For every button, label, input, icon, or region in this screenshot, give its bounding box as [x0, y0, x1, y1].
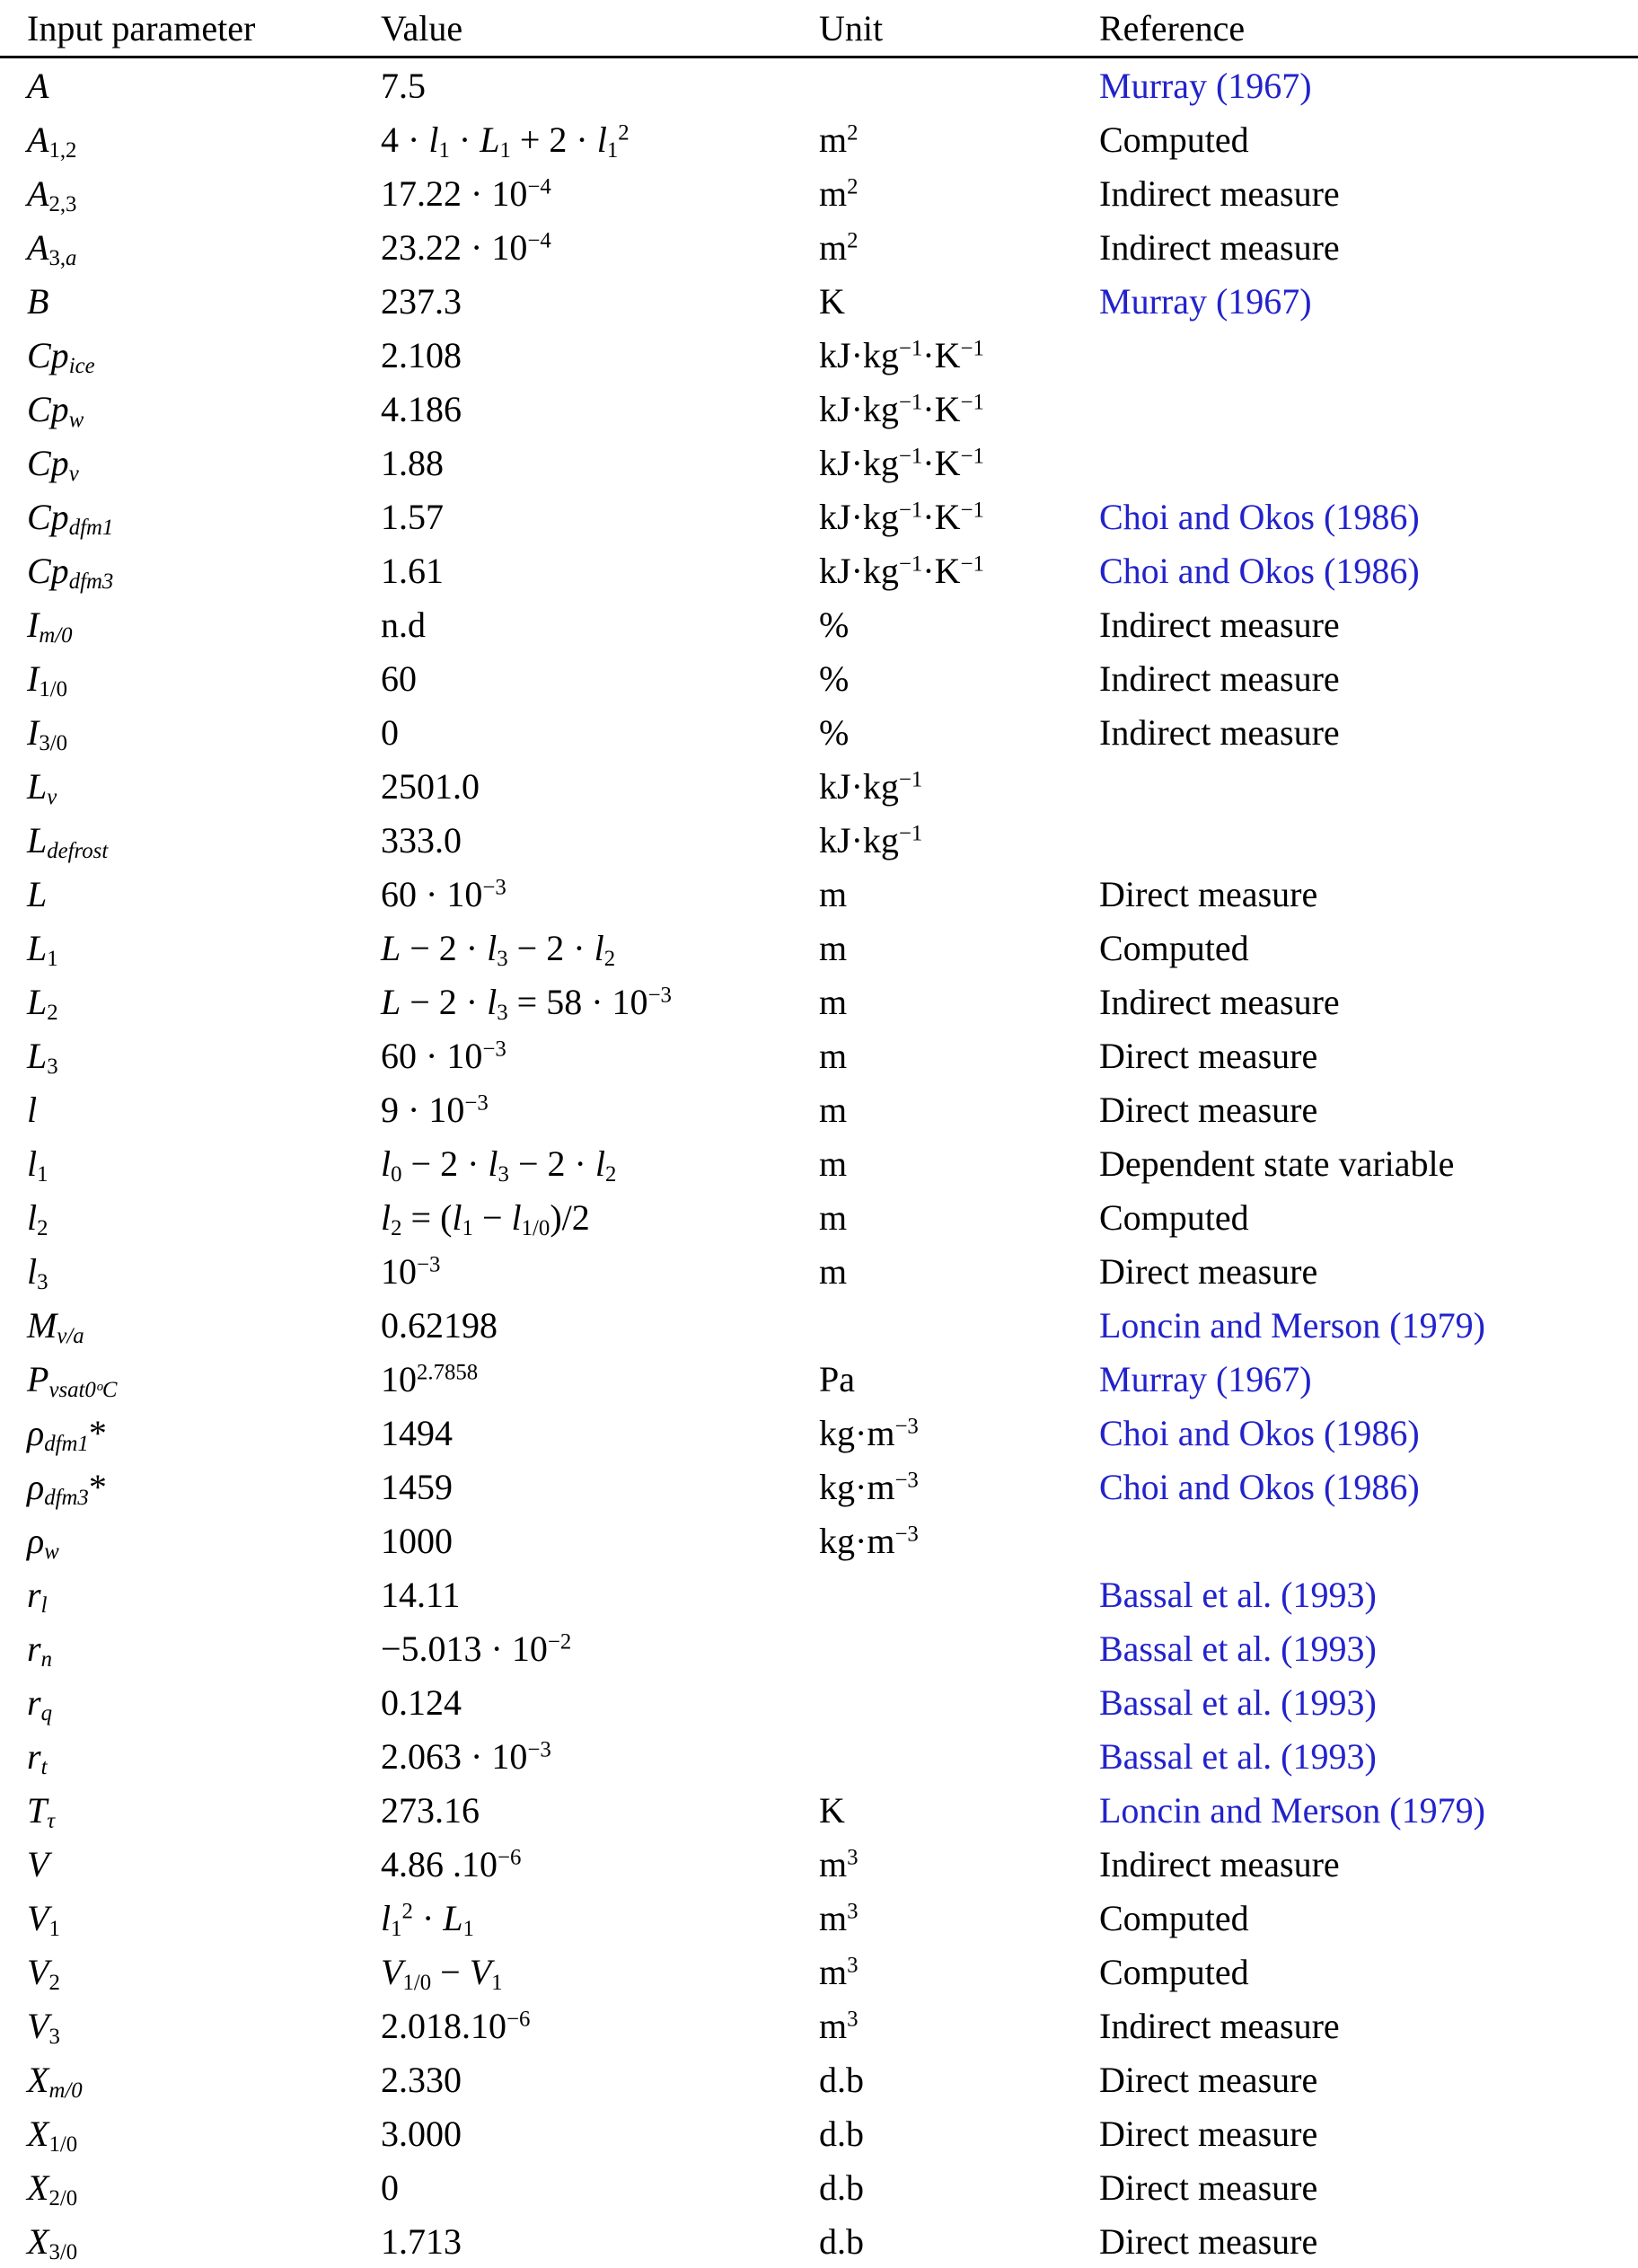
value-cell: $V_{1/0} - V_1$ [381, 1945, 819, 1999]
table-row [0, 328, 1638, 382]
unit-cell: m [819, 1136, 1099, 1190]
param-cell: $Cp_{dfm3}$ [0, 543, 381, 597]
reference-cell: Indirect measure [1099, 166, 1638, 220]
param-cell: $\rho_w$ [0, 1513, 381, 1567]
param-cell: $\rho_{dfm1}*$ [0, 1406, 381, 1460]
unit-cell: $kJ\cdot kg^{-1}$ [819, 813, 1099, 867]
param-cell: $I_{1/0}$ [0, 651, 381, 705]
citation-link[interactable]: Choi and Okos (1986) [1099, 1413, 1420, 1453]
citation-link[interactable]: Choi and Okos (1986) [1099, 1467, 1420, 1507]
unit-cell: $kg\cdot m^{-3}$ [819, 1513, 1099, 1567]
value-cell: $60 \cdot 10^{-3}$ [381, 1028, 819, 1082]
table-row [0, 1837, 1638, 1891]
unit-cell: m [819, 1028, 1099, 1082]
citation-link[interactable]: Choi and Okos (1986) [1099, 551, 1420, 591]
reference-cell [1099, 1729, 1638, 1783]
table-row [0, 220, 1638, 274]
value-cell: 2.108 [381, 328, 819, 382]
citation-link[interactable]: Loncin and Merson (1979) [1099, 1305, 1485, 1346]
column-header-reference: Reference [1099, 0, 1638, 57]
table-row [0, 1082, 1638, 1136]
reference-cell: Indirect measure [1099, 1999, 1638, 2052]
unit-cell: $kJ\cdot kg^{-1}\cdot K^{-1}$ [819, 436, 1099, 490]
value-cell: 237.3 [381, 274, 819, 328]
reference-cell [1099, 1406, 1638, 1460]
table-row [0, 436, 1638, 490]
table-row [0, 1621, 1638, 1675]
reference-cell [1099, 1783, 1638, 1837]
value-cell: 1.61 [381, 543, 819, 597]
unit-cell: $kJ\cdot kg^{-1}\cdot K^{-1}$ [819, 382, 1099, 436]
reference-cell: Direct measure [1099, 2052, 1638, 2106]
unit-cell: $m^3$ [819, 1837, 1099, 1891]
unit-cell: $kJ\cdot kg^{-1}\cdot K^{-1}$ [819, 490, 1099, 543]
value-cell: $l_0 - 2 \cdot l_3 - 2 \cdot l_2$ [381, 1136, 819, 1190]
reference-cell [1099, 1460, 1638, 1513]
table-row [0, 597, 1638, 651]
table-row [0, 867, 1638, 921]
reference-cell [1099, 57, 1638, 113]
reference-cell: Indirect measure [1099, 1837, 1638, 1891]
unit-cell [819, 57, 1099, 113]
unit-cell [819, 1675, 1099, 1729]
value-cell: 2501.0 [381, 759, 819, 813]
reference-cell [1099, 1513, 1638, 1567]
param-cell: $Cp_{ice}$ [0, 328, 381, 382]
param-cell: $\rho_{dfm3}*$ [0, 1460, 381, 1513]
citation-link[interactable]: Murray (1967) [1099, 1359, 1312, 1399]
unit-cell: d.b [819, 2214, 1099, 2268]
value-cell: 333.0 [381, 813, 819, 867]
param-cell: $r_t$ [0, 1729, 381, 1783]
value-cell: 14.11 [381, 1567, 819, 1621]
table-row [0, 274, 1638, 328]
value-cell: 4.186 [381, 382, 819, 436]
param-cell: $P_{vsat0ᵒC}$ [0, 1352, 381, 1406]
unit-cell: K [819, 1783, 1099, 1837]
param-cell: $L_3$ [0, 1028, 381, 1082]
table-row [0, 1675, 1638, 1729]
reference-cell: Direct measure [1099, 1028, 1638, 1082]
reference-cell: Indirect measure [1099, 975, 1638, 1028]
value-cell: $2.018.10^{-6}$ [381, 1999, 819, 2052]
param-cell: $L_{defrost}$ [0, 813, 381, 867]
value-cell: $-5.013 \cdot 10^{-2}$ [381, 1621, 819, 1675]
param-cell: $V_1$ [0, 1891, 381, 1945]
reference-cell: Direct measure [1099, 2106, 1638, 2160]
param-cell: $X_{3/0}$ [0, 2214, 381, 2268]
table-row [0, 975, 1638, 1028]
value-cell: n.d [381, 597, 819, 651]
header-row [0, 0, 1638, 57]
reference-cell [1099, 274, 1638, 328]
value-cell: $L - 2 \cdot l_3 = 58 \cdot 10^{-3}$ [381, 975, 819, 1028]
table-row [0, 651, 1638, 705]
param-cell: $L_v$ [0, 759, 381, 813]
param-cell: $Cp_w$ [0, 382, 381, 436]
unit-cell: % [819, 651, 1099, 705]
unit-cell: $kg\cdot m^{-3}$ [819, 1460, 1099, 1513]
unit-cell [819, 1567, 1099, 1621]
reference-cell: Direct measure [1099, 867, 1638, 921]
value-cell: 7.5 [381, 57, 819, 113]
table-row [0, 166, 1638, 220]
table-row [0, 813, 1638, 867]
reference-cell: Direct measure [1099, 2214, 1638, 2268]
param-cell: L [0, 867, 381, 921]
reference-cell [1099, 813, 1638, 867]
reference-cell [1099, 436, 1638, 490]
value-cell: 0.62198 [381, 1298, 819, 1352]
reference-cell: Direct measure [1099, 1244, 1638, 1298]
param-cell: $l_3$ [0, 1244, 381, 1298]
column-header-value: Value [381, 0, 819, 57]
reference-cell [1099, 1298, 1638, 1352]
value-cell: 4.86 $.10^{-6}$ [381, 1837, 819, 1891]
param-cell: $M_{v/a}$ [0, 1298, 381, 1352]
table-row [0, 382, 1638, 436]
reference-cell [1099, 1352, 1638, 1406]
value-cell: $l_2 = (l_1 - l_{1/0})/2$ [381, 1190, 819, 1244]
value-cell: $17.22 \cdot 10^{-4}$ [381, 166, 819, 220]
reference-cell [1099, 1675, 1638, 1729]
param-cell: $L_1$ [0, 921, 381, 975]
unit-cell: m [819, 1244, 1099, 1298]
value-cell: $60 \cdot 10^{-3}$ [381, 867, 819, 921]
value-cell: 0 [381, 2160, 819, 2214]
value-cell: 3.000 [381, 2106, 819, 2160]
value-cell: 60 [381, 651, 819, 705]
unit-cell: % [819, 705, 1099, 759]
param-cell: $V_2$ [0, 1945, 381, 1999]
citation-link[interactable]: Bassal et al. (1993) [1099, 1682, 1377, 1723]
param-cell: $T_\tau$ [0, 1783, 381, 1837]
table-row [0, 1460, 1638, 1513]
value-cell: 1.88 [381, 436, 819, 490]
table-row [0, 2052, 1638, 2106]
param-cell: $L_2$ [0, 975, 381, 1028]
param-cell: $Cp_{dfm1}$ [0, 490, 381, 543]
value-cell: 1494 [381, 1406, 819, 1460]
param-cell: $V_3$ [0, 1999, 381, 2052]
table-row [0, 1352, 1638, 1406]
param-cell: $r_l$ [0, 1567, 381, 1621]
param-cell: $l_1$ [0, 1136, 381, 1190]
reference-cell: Indirect measure [1099, 705, 1638, 759]
unit-cell: d.b [819, 2160, 1099, 2214]
unit-cell: $kJ\cdot kg^{-1}\cdot K^{-1}$ [819, 543, 1099, 597]
param-cell: $X_{2/0}$ [0, 2160, 381, 2214]
value-cell: $23.22 \cdot 10^{-4}$ [381, 220, 819, 274]
citation-link[interactable]: Loncin and Merson (1979) [1099, 1790, 1485, 1831]
table-row [0, 57, 1638, 113]
table-row [0, 1783, 1638, 1837]
citation-link[interactable]: Bassal et al. (1993) [1099, 1575, 1377, 1615]
unit-cell: K [819, 274, 1099, 328]
table-row [0, 2106, 1638, 2160]
unit-cell: $m^3$ [819, 1891, 1099, 1945]
table-row [0, 1190, 1638, 1244]
citation-link[interactable]: Choi and Okos (1986) [1099, 497, 1420, 537]
reference-cell [1099, 759, 1638, 813]
citation-link[interactable]: Bassal et al. (1993) [1099, 1736, 1377, 1777]
value-cell: 2.330 [381, 2052, 819, 2106]
param-cell: $I_{3/0}$ [0, 705, 381, 759]
citation-link[interactable]: Murray (1967) [1099, 66, 1312, 106]
reference-cell: Direct measure [1099, 2160, 1638, 2214]
param-cell: V [0, 1837, 381, 1891]
unit-cell: $kg\cdot m^{-3}$ [819, 1406, 1099, 1460]
param-cell: $I_{m/0}$ [0, 597, 381, 651]
param-cell: A [0, 57, 381, 113]
param-cell: $A_{2,3}$ [0, 166, 381, 220]
unit-cell: m [819, 975, 1099, 1028]
unit-cell: d.b [819, 2052, 1099, 2106]
table-row [0, 705, 1638, 759]
column-header-unit: Unit [819, 0, 1099, 57]
table-row [0, 490, 1638, 543]
reference-cell: Computed [1099, 1891, 1638, 1945]
citation-link[interactable]: Murray (1967) [1099, 281, 1312, 322]
reference-cell [1099, 328, 1638, 382]
unit-cell: $kJ\cdot kg^{-1}\cdot K^{-1}$ [819, 328, 1099, 382]
value-cell: 273.16 [381, 1783, 819, 1837]
reference-cell [1099, 543, 1638, 597]
value-cell: $L - 2 \cdot l_3 - 2 \cdot l_2$ [381, 921, 819, 975]
reference-cell: Computed [1099, 112, 1638, 166]
column-header-input-parameter: Input parameter [0, 0, 381, 57]
unit-cell: $m^3$ [819, 1999, 1099, 2052]
table-row [0, 1945, 1638, 1999]
unit-cell: $m^2$ [819, 112, 1099, 166]
table-row [0, 1244, 1638, 1298]
reference-cell: Dependent state variable [1099, 1136, 1638, 1190]
value-cell: 1.713 [381, 2214, 819, 2268]
table-row [0, 543, 1638, 597]
param-cell: B [0, 274, 381, 328]
unit-cell: $m^2$ [819, 220, 1099, 274]
table-row [0, 2160, 1638, 2214]
param-cell: $X_{m/0}$ [0, 2052, 381, 2106]
unit-cell [819, 1298, 1099, 1352]
unit-cell: m [819, 1190, 1099, 1244]
reference-cell: Computed [1099, 921, 1638, 975]
param-cell: $X_{1/0}$ [0, 2106, 381, 2160]
param-cell: $r_q$ [0, 1675, 381, 1729]
table-row [0, 921, 1638, 975]
reference-cell: Direct measure [1099, 1082, 1638, 1136]
table-row [0, 1999, 1638, 2052]
value-cell: $4 \cdot l_1 \cdot L_1 + 2 \cdot l_1^2$ [381, 112, 819, 166]
value-cell: 0 [381, 705, 819, 759]
table-row [0, 1028, 1638, 1082]
table-row [0, 759, 1638, 813]
table-row [0, 1891, 1638, 1945]
unit-cell [819, 1729, 1099, 1783]
unit-cell: m [819, 921, 1099, 975]
unit-cell: $m^2$ [819, 166, 1099, 220]
table-row [0, 112, 1638, 166]
reference-cell [1099, 490, 1638, 543]
value-cell: 1459 [381, 1460, 819, 1513]
value-cell: 0.124 [381, 1675, 819, 1729]
reference-cell: Indirect measure [1099, 651, 1638, 705]
unit-cell: d.b [819, 2106, 1099, 2160]
table-row [0, 1513, 1638, 1567]
table-row [0, 1729, 1638, 1783]
param-cell: $A_{1,2}$ [0, 112, 381, 166]
param-cell: l [0, 1082, 381, 1136]
unit-cell: m [819, 1082, 1099, 1136]
reference-cell [1099, 1567, 1638, 1621]
param-cell: $Cp_v$ [0, 436, 381, 490]
table-row [0, 1136, 1638, 1190]
table-row [0, 2214, 1638, 2268]
reference-cell: Computed [1099, 1945, 1638, 1999]
param-cell: $r_n$ [0, 1621, 381, 1675]
table-row [0, 1567, 1638, 1621]
value-cell: $2.063 \cdot 10^{-3}$ [381, 1729, 819, 1783]
param-cell: $A_{3,a}$ [0, 220, 381, 274]
value-cell: 1.57 [381, 490, 819, 543]
unit-cell: m [819, 867, 1099, 921]
reference-cell: Computed [1099, 1190, 1638, 1244]
reference-cell: Indirect measure [1099, 220, 1638, 274]
reference-cell: Indirect measure [1099, 597, 1638, 651]
unit-cell: % [819, 597, 1099, 651]
reference-cell [1099, 382, 1638, 436]
param-cell: $l_2$ [0, 1190, 381, 1244]
value-cell: $9 \cdot 10^{-3}$ [381, 1082, 819, 1136]
unit-cell [819, 1621, 1099, 1675]
parameter-table-body [0, 57, 1638, 2268]
value-cell: $10^{-3}$ [381, 1244, 819, 1298]
unit-cell: Pa [819, 1352, 1099, 1406]
value-cell: $l_1^2 \cdot L_1$ [381, 1891, 819, 1945]
value-cell: 1000 [381, 1513, 819, 1567]
table-row [0, 1406, 1638, 1460]
unit-cell: $kJ\cdot kg^{-1}$ [819, 759, 1099, 813]
table-row [0, 1298, 1638, 1352]
reference-cell [1099, 1621, 1638, 1675]
unit-cell: $m^3$ [819, 1945, 1099, 1999]
value-cell: $10^{2.7858}$ [381, 1352, 819, 1406]
citation-link[interactable]: Bassal et al. (1993) [1099, 1628, 1377, 1669]
